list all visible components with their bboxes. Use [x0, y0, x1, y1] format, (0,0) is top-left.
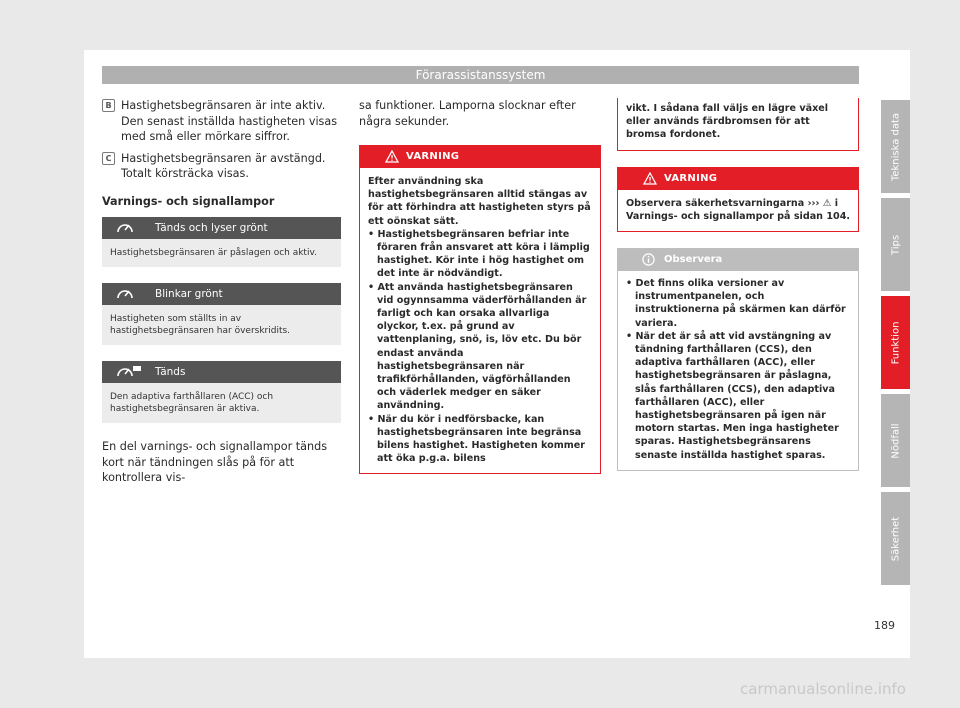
warning-intro: Efter användning ska hastighetsbegränsaren alltid stängas av för att förhindra att hastigheten styrs på ett oönskat sätt.	[368, 176, 591, 227]
note-title: Observera	[664, 254, 723, 266]
lamp-header	[102, 283, 341, 305]
warning-triangle-icon	[385, 150, 399, 163]
tab-sakerhet[interactable]: Säkerhet	[881, 492, 910, 585]
lamp-description: Hastighetsbegränsaren är påslagen och aktiv.	[102, 239, 341, 267]
body-paragraph: En del varnings- och signallampor tänds kort när tändningen slås på för att kontrollera vis-	[102, 440, 328, 484]
column-1	[102, 98, 341, 486]
lamp-title: Tänds	[155, 366, 186, 378]
body-paragraph: sa funktioner. Lamporna slocknar efter några sekunder.	[359, 99, 576, 128]
warning-box-2	[617, 167, 859, 232]
legend-text: Hastighetsbegränsaren är inte aktiv. Den senast inställda hastigheten visas med små eller mörkare siffror.	[121, 99, 338, 143]
note-bullet: • Det finns olika versioner av instrumentpanelen, och instruktionerna på skärmen kan därför variera.	[626, 278, 846, 329]
lamp-header	[102, 361, 341, 383]
watermark: carmanualsonline.info	[740, 680, 906, 698]
warning-header	[618, 168, 858, 190]
acc-limiter-icon	[116, 365, 142, 379]
note-box	[617, 248, 859, 471]
warning-bullet: • När du kör i nedförsbacke, kan hastighetsbegränsaren inte begränsa bilens hastighet. Hastigheten kommer att öka p.g.a. bilens	[368, 413, 585, 465]
speed-limiter-icon	[116, 287, 134, 301]
info-icon	[642, 253, 655, 266]
warning-bullet: • Att använda hastighetsbegränsaren vid ogynnsamma väderförhållanden är farligt och kan orsaka allvarliga olyckor, t.ex. på grund av vattenplaning, snö, is, löv etc. Du bör endast använda hastighetsbegränsaren när trafikförhållanden, vägförhållanden och väderlek medger en säker användning.	[368, 281, 587, 412]
note-body	[618, 271, 858, 470]
legend-text: Hastighetsbegränsaren är avstängd. Totalt körsträcka visas.	[121, 151, 326, 180]
legend-key: C	[102, 152, 115, 165]
warning-triangle-icon	[643, 172, 657, 185]
lamp-description: Hastigheten som ställts in av hastighetsbegränsaren har överskridits.	[102, 305, 341, 345]
column-2	[359, 98, 601, 474]
page-header: Förarassistanssystem	[102, 66, 859, 84]
warning-continued: vikt. I sådana fall väljs en lägre växel eller används färdbromsen för att bromsa fordonet.	[617, 98, 859, 151]
tab-funktion[interactable]: Funktion	[881, 296, 910, 389]
warning-header	[360, 146, 600, 168]
tab-nodfall[interactable]: Nödfall	[881, 394, 910, 487]
legend-item-b	[102, 98, 341, 145]
warning-body	[360, 168, 600, 473]
page-number: 189	[874, 619, 895, 632]
warning-box	[359, 145, 601, 474]
warning-title: VARNING	[664, 172, 718, 184]
lamp-title: Tänds och lyser grönt	[155, 222, 268, 234]
warning-title: VARNING	[406, 151, 460, 162]
lamp-header	[102, 217, 341, 239]
lamp-title: Blinkar grönt	[155, 288, 223, 300]
warning-bullet: • Hastighetsbegränsaren befriar inte föraren från ansvaret att köra i lämplig hastighet. Kör inte i hög hastighet om det inte är nödvändigt.	[368, 228, 590, 280]
lamp-description: Den adaptiva farthållaren (ACC) och hastighetsbegränsaren är aktiva.	[102, 383, 341, 423]
legend-key: B	[102, 99, 115, 112]
speed-limiter-icon	[116, 221, 134, 235]
note-bullet: • När det är så att vid avstängning av tändning farthållaren (CCS), den adaptiva farthållaren (ACC), eller hastighetsbegränsaren är påslagna, slås farthållaren (CCS), den adaptiva farthållaren (ACC), eller hastighetsbegränsaren på igen när motorn startas. Men inga hastigheter sparas. Hastighetsbegränsarens senaste inställda hastighet sparas.	[626, 330, 839, 461]
legend-item-c	[102, 151, 341, 182]
column-3	[617, 98, 859, 471]
note-header	[618, 249, 858, 271]
tab-tekniska-data[interactable]: Tekniska data	[881, 100, 910, 193]
warning-body: Observera säkerhetsvarningarna ››› ⚠ i Varnings- och signallampor på sidan 104.	[626, 197, 851, 222]
tab-tips[interactable]: Tips	[881, 198, 910, 291]
section-heading: Varnings- och signallampor	[102, 194, 275, 208]
